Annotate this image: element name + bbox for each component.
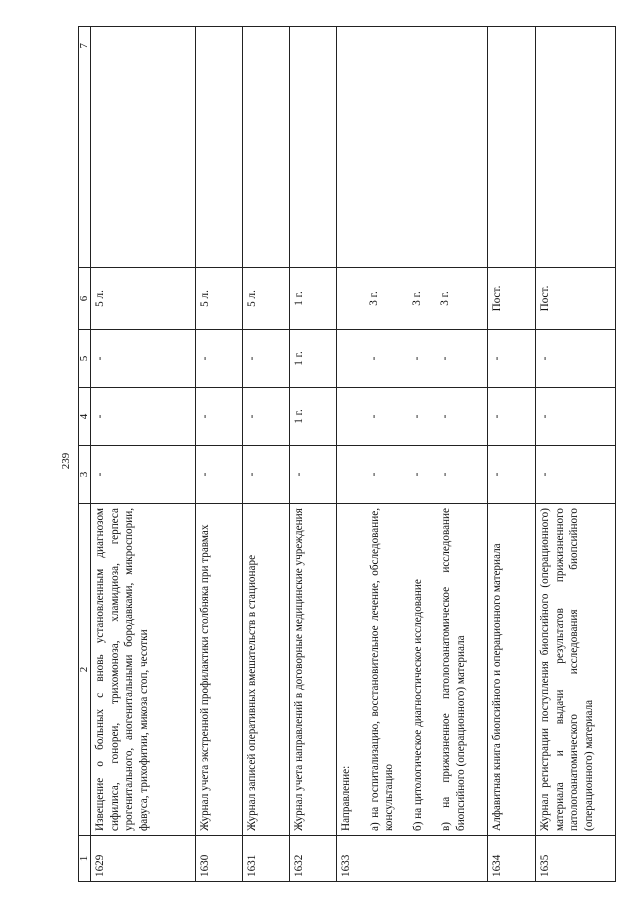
table-row [243, 27, 290, 882]
cell-col-4: - [536, 388, 616, 446]
cell-col-3: - [243, 446, 290, 504]
cell-col-6: 5 л. [243, 268, 290, 330]
table-row [290, 27, 337, 882]
table-row [488, 27, 536, 882]
table-row [196, 27, 243, 882]
header-col-7: 7 [79, 27, 91, 268]
row-title [337, 504, 488, 836]
cell-col-3: - [91, 446, 196, 504]
cell-col-6: 5 л. [91, 268, 196, 330]
subitem-a: а) на госпитализацию, восстановительное лечение, обследование, консультацию [368, 508, 395, 831]
header-col-5: 5 [79, 330, 91, 388]
document-page [78, 27, 618, 882]
cell-col-4: - [91, 388, 196, 446]
page-number-container [60, 449, 72, 473]
cell-col-6: Пост. [536, 268, 616, 330]
row-number: 1629 [91, 836, 196, 882]
row-number: 1630 [196, 836, 243, 882]
table-row [91, 27, 196, 882]
cell-col-7 [243, 27, 290, 268]
row-number: 1632 [290, 836, 337, 882]
header-col-1: 1 [79, 836, 91, 882]
table-row [337, 27, 488, 882]
cell-col-7 [337, 27, 488, 268]
row-title: Журнал записей оперативных вмешательств в стационаре [243, 504, 290, 836]
row-title: Журнал учета направлений в договорные медицинские учреждения [290, 504, 337, 836]
row-title: Алфавитная книга биопсийного и операционного материала [488, 504, 536, 836]
cell-col-6: 5 л. [196, 268, 243, 330]
subitem-c: в) на прижизненное патологоанатомическое исследование биопсийного (операционного) материала [440, 508, 467, 831]
cell-col-5: - [91, 330, 196, 388]
header-col-6: 6 [79, 268, 91, 330]
cell-col-4: 1 г. [290, 388, 337, 446]
cell-col-7 [196, 27, 243, 268]
table-header-row [79, 27, 91, 882]
cell-col-5: - - - [337, 330, 488, 388]
cell-col-5: - [488, 330, 536, 388]
cell-col-5: - [536, 330, 616, 388]
subitem-b: б) на цитологическое диагностическое исследование [411, 579, 424, 831]
cell-col-4: - [243, 388, 290, 446]
cell-col-5: - [196, 330, 243, 388]
row-heading: Направление: [340, 765, 352, 831]
cell-col-5: - [243, 330, 290, 388]
rotated-table-wrapper [78, 27, 618, 882]
cell-col-7 [91, 27, 196, 268]
cell-col-3: - [290, 446, 337, 504]
header-col-4: 4 [79, 388, 91, 446]
cell-col-4: - [196, 388, 243, 446]
header-col-3: 3 [79, 446, 91, 504]
cell-col-7 [488, 27, 536, 268]
cell-col-3: - [488, 446, 536, 504]
row-number: 1631 [243, 836, 290, 882]
cell-col-3: - [196, 446, 243, 504]
cell-col-3: - [536, 446, 616, 504]
table-row [536, 27, 616, 882]
cell-col-3: - - - [337, 446, 488, 504]
cell-col-7 [290, 27, 337, 268]
row-title: Извещение о больных с вновь установленным диагнозом сифилиса, гонореи, трихомоноза, хламидиоза, герпеса урогенитального, аногенитальными бородавками, микроспории, фавуса, трихофитии, микоза стоп, чесотки [91, 504, 196, 836]
cell-col-4: - - - [337, 388, 488, 446]
cell-col-7 [536, 27, 616, 268]
row-number: 1635 [536, 836, 616, 882]
page-number: 239 [60, 452, 72, 470]
cell-col-6: 1 г. [290, 268, 337, 330]
cell-col-5: 1 г. [290, 330, 337, 388]
row-title: Журнал учета экстренной профилактики столбняка при травмах [196, 504, 243, 836]
row-title: Журнал регистрации поступления биопсийного (операционного) материала и выдачи результатов прижизненного патологоанатомического исследования биопсийного (операционного) материала [536, 504, 616, 836]
row-number: 1634 [488, 836, 536, 882]
cell-col-6: 3 г. 3 г. 3 г. [337, 268, 488, 330]
cell-col-4: - [488, 388, 536, 446]
row-number: 1633 [337, 836, 488, 882]
header-col-2: 2 [79, 504, 91, 836]
records-table [78, 26, 616, 882]
cell-col-6: Пост. [488, 268, 536, 330]
